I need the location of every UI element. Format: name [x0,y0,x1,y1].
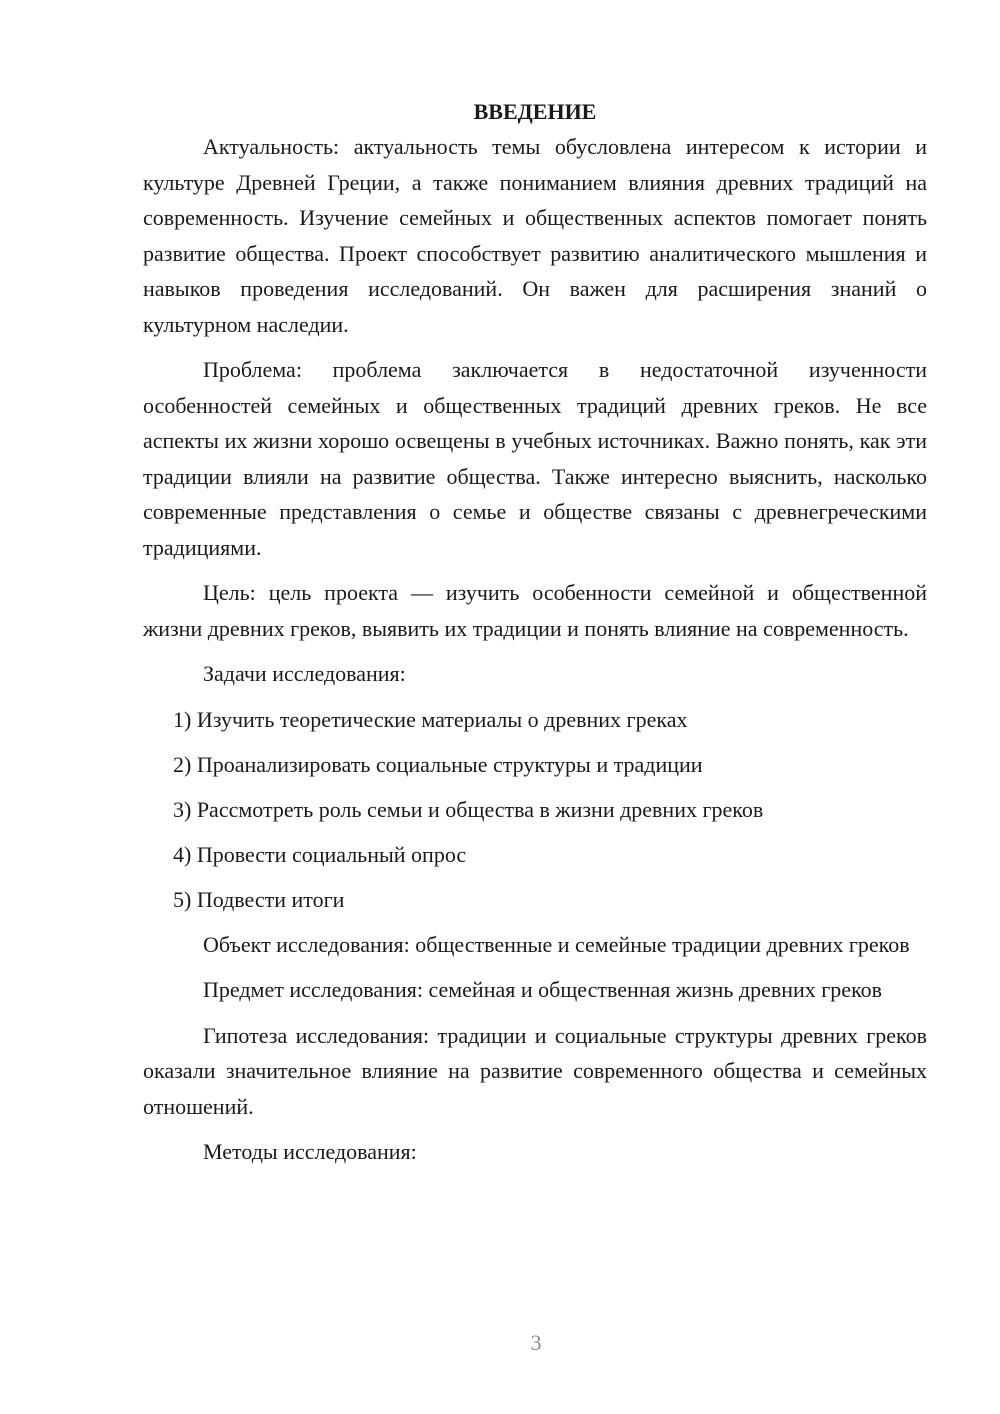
hypothesis-paragraph: Гипотеза исследования: традиции и социальные структуры древних греков оказали значительное влияние на развитие современного общества и семейных отношений. [143,1022,927,1119]
page-title: ВВЕДЕНИЕ [473,99,597,124]
tasks-heading: Задачи исследования: [203,661,406,686]
task-list-item: 5) Подвести итоги [173,886,345,912]
task-list-item: 4) Провести социальный опрос [173,841,467,867]
goal-paragraph: Цель: цель проекта — изучить особенности семейной и общественной жизни древних греков, выявить их традиции и понять влияние на современность. [143,580,927,641]
methods-heading: Методы исследования: [203,1139,417,1164]
relevance-paragraph: Актуальность: актуальность темы обусловлена интересом к истории и культуре Древней Греции, а также пониманием влияния древних традиций на современность. Изучение семейных и общественных аспектов помогает понять развитие общества. Проект способствует развитию аналитического мышления и навыков проведения исследований. Он важен для расширения знаний о культурном наследии. [143,134,927,337]
page-content [143,94,927,1180]
page-number: 3 [530,1330,542,1355]
subject-paragraph: Предмет исследования: семейная и общественная жизнь древних греков [203,977,883,1002]
task-list-item: 1) Изучить теоретические материалы о древних греках [173,706,688,732]
problem-paragraph: Проблема: проблема заключается в недостаточной изученности особенностей семейных и общественных традиций древних греков. Не все аспекты их жизни хорошо освещены в учебных источниках. Важно понять, как эти традиции влияли на развитие общества. Также интересно выяснить, насколько современные представления о семье и обществе связаны с древнегреческими традициями. [143,357,927,560]
task-list-item: 3) Рассмотреть роль семьи и общества в жизни древних греков [173,796,764,822]
object-paragraph: Объект исследования: общественные и семейные традиции древних греков [203,931,910,957]
task-list-item: 2) Проанализировать социальные структуры и традиции [173,751,703,777]
